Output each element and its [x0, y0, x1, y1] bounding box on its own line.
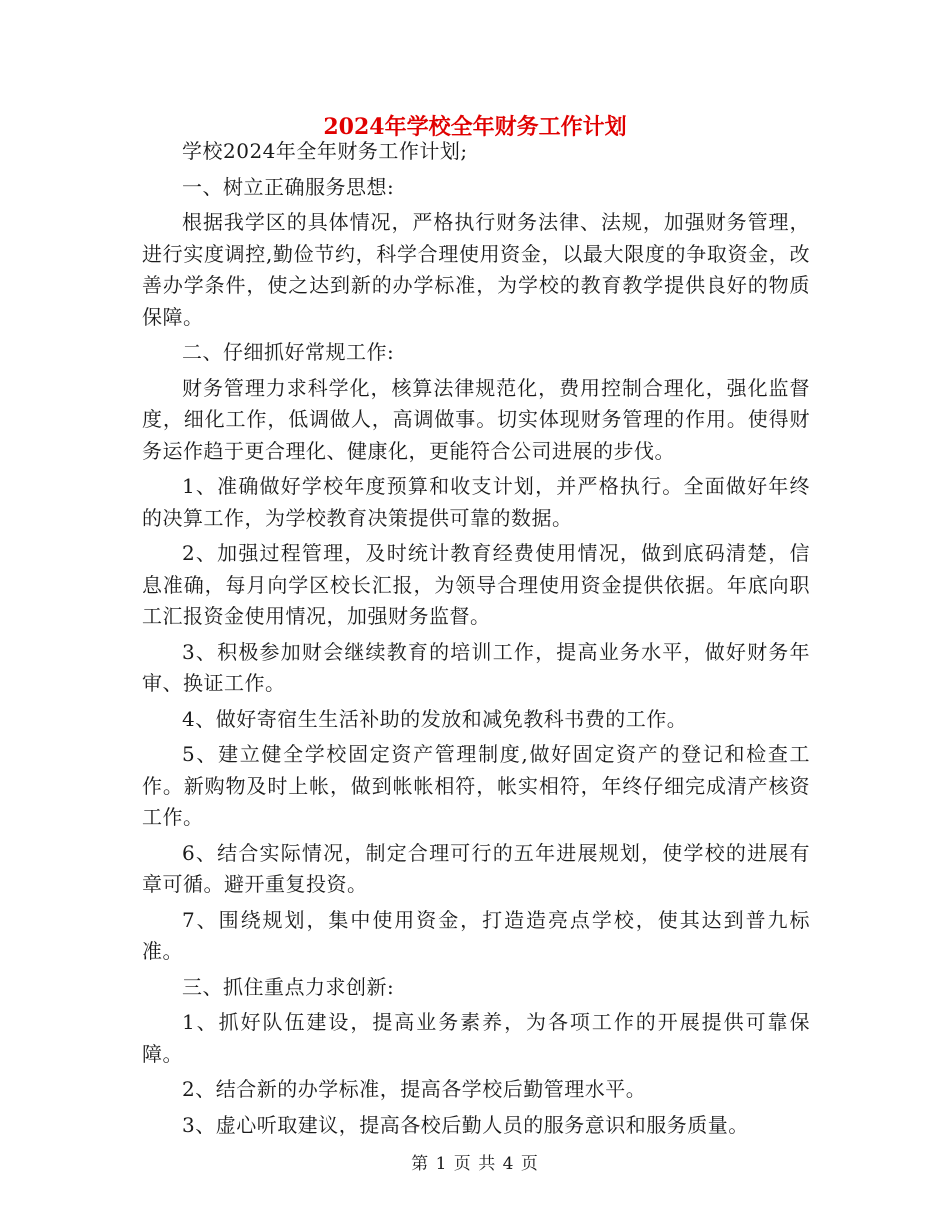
list-item: 1、准确做好学校年度预算和收支计划，并严格执行。全面做好年终的决算工作，为学校教育决策提供可靠的数据。 — [142, 474, 810, 530]
page-number: 第 1 页 共 4 页 — [411, 1154, 539, 1174]
section-heading-1: 一、树立正确服务思想: — [182, 174, 395, 199]
section-heading-3: 三、抓住重点力求创新: — [182, 974, 395, 999]
list-item: 4、做好寄宿生生活补助的发放和减免教科书费的工作。 — [182, 706, 688, 731]
list-item: 6、结合实际情况，制定合理可行的五年进展规划，使学校的进展有章可循。避开重复投资。 — [142, 840, 810, 896]
list-item: 5、建立健全学校固定资产管理制度,做好固定资产的登记和检查工作。新购物及时上帐，做到帐帐相符，帐实相符，年终仔细完成清产核资工作。 — [142, 742, 810, 829]
list-item: 3、虚心听取建议，提高各校后勤人员的服务意识和服务质量。 — [182, 1112, 749, 1137]
paragraph: 根据我学区的具体情况，严格执行财务法律、法规，加强财务管理，进行实度调控,勤俭节约，科学合理使用资金，以最大限度的争取资金，改善办学条件，使之达到新的办学标准，为学校的教育教学提供良好的物质保障。 — [142, 210, 810, 329]
list-item: 2、加强过程管理，及时统计教育经费使用情况，做到底码清楚，信息准确，每月向学区校长汇报，为领导合理使用资金提供依据。年底向职工汇报资金使用情况，加强财务监督。 — [142, 541, 810, 628]
section-heading-2: 二、仔细抓好常规工作: — [182, 340, 395, 364]
document-body — [142, 136, 810, 1141]
list-item: 7、围绕规划，集中使用资金，打造造亮点学校，使其达到普九标准。 — [142, 907, 810, 963]
document-title: 2024年学校全年财务工作计划 — [323, 114, 627, 140]
list-item: 2、结合新的办学标准，提高各学校后勤管理水平。 — [182, 1077, 647, 1101]
paragraph: 财务管理力求科学化，核算法律规范化，费用控制合理化，强化监督度，细化工作，低调做人，高调做事。切实体现财务管理的作用。使得财务运作趋于更合理化、健康化，更能符合公司进展的步伐。 — [142, 375, 810, 463]
list-item: 3、积极参加财会继续教育的培训工作，提高业务水平，做好财务年审、换证工作。 — [142, 639, 810, 695]
list-item: 1、抓好队伍建设，提高业务素养，为各项工作的开展提供可靠保障。 — [142, 1010, 810, 1066]
paragraph-intro: 学校2024年全年财务工作计划; — [182, 139, 468, 163]
